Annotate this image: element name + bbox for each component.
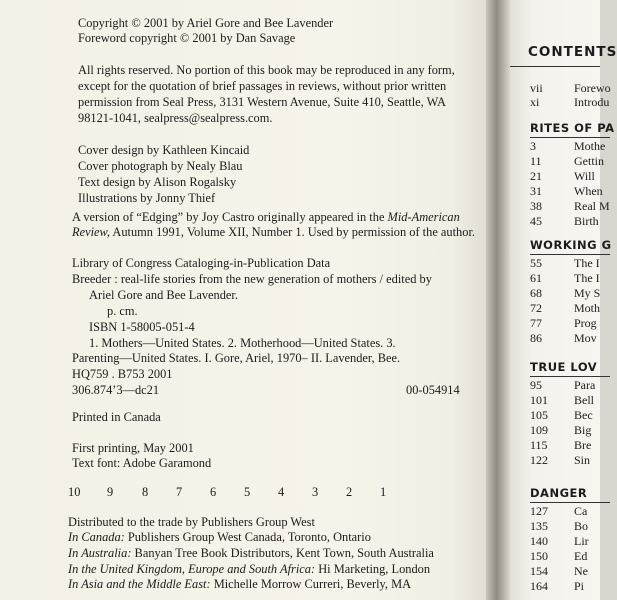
toc-title: When: [574, 184, 603, 198]
toc-title: Sin: [574, 453, 591, 467]
toc-title: Bec: [574, 408, 593, 422]
isbn: ISBN 1-58005-051-4: [89, 320, 195, 334]
printing-number: 2: [346, 485, 353, 499]
toc-page: 31: [530, 184, 542, 198]
distributor-name: Michelle Morrow Curreri, Beverly, MA: [210, 577, 412, 591]
toc-page: 95: [530, 378, 542, 392]
credit-line: Cover design by Kathleen Kincaid: [78, 143, 250, 157]
dewey-number: 306.874’3—dc21: [72, 383, 160, 397]
printing-number: 9: [107, 485, 114, 499]
distributor-line: Distributed to the trade by Publishers Group West: [68, 515, 315, 529]
cip-subjects: 1. Mothers—United States. 2. Motherhood—United States. 3.: [89, 336, 396, 350]
toc-section-heading: WORKING G: [530, 238, 612, 252]
toc-title: Gettin: [574, 154, 604, 168]
toc-title: Birth: [574, 214, 599, 228]
toc-title: The I: [574, 256, 600, 270]
toc-page: 127: [530, 504, 548, 518]
toc-section-rule: [530, 502, 610, 503]
version-note-line: [72, 225, 475, 240]
toc-page: 122: [530, 453, 548, 467]
journal-name: Review,: [72, 225, 110, 239]
region-label: In Australia:: [68, 546, 132, 560]
toc-page: vii: [530, 81, 543, 95]
rights-line: except for the quotation of brief passages in reviews, without prior written: [78, 79, 447, 93]
foreword-copyright-line: Foreword copyright © 2001 by Dan Savage: [78, 31, 296, 45]
printing-number: 1: [380, 485, 387, 499]
toc-page: 115: [530, 438, 548, 452]
toc-page: xi: [530, 95, 540, 109]
toc-page: 68: [530, 286, 542, 300]
toc-page: 105: [530, 408, 548, 422]
distributor-name: Banyan Tree Book Distributors, Kent Town, South Australia: [131, 546, 434, 560]
toc-page: 55: [530, 256, 542, 270]
rights-line: All rights reserved. No portion of this book may be reproduced in any form,: [78, 63, 455, 77]
book-gutter: [486, 0, 512, 600]
credit-line: Illustrations by Jonny Thief: [78, 191, 216, 205]
toc-page: 21: [530, 169, 542, 183]
toc-page: 135: [530, 519, 548, 533]
toc-title: Real M: [574, 199, 610, 213]
contents-rule: [510, 66, 600, 67]
toc-page: 72: [530, 301, 542, 315]
credit-line: Text design by Alison Rogalsky: [78, 175, 237, 189]
toc-title: Will: [574, 169, 595, 183]
rights-line: permission from Seal Press, 3131 Western Avenue, Suite 410, Seattle, WA: [78, 95, 446, 109]
toc-section-heading: TRUE LOV: [530, 360, 598, 374]
toc-title: Forewo: [574, 81, 611, 95]
printing-number: 7: [176, 485, 183, 499]
region-label: In Canada:: [68, 530, 125, 544]
cip-heading: Library of Congress Cataloging-in-Publication Data: [72, 256, 331, 270]
toc-page: 164: [530, 579, 548, 593]
toc-section-rule: [530, 137, 610, 138]
toc-page: 154: [530, 564, 548, 578]
toc-title: Moth: [574, 301, 601, 315]
rights-line: 98121-1041, sealpress@sealpress.com.: [78, 111, 273, 125]
toc-title: Pi: [574, 579, 585, 593]
region-label: In the United Kingdom, Europe and South Africa:: [68, 562, 316, 576]
toc-section-rule: [530, 376, 610, 377]
toc-title: Bell: [574, 393, 594, 407]
contents-title: CONTENTS: [528, 44, 617, 60]
toc-page: 45: [530, 214, 542, 228]
toc-title: My S: [574, 286, 601, 300]
toc-title: Ne: [574, 564, 588, 578]
cip-line: Ariel Gore and Bee Lavender.: [89, 288, 238, 302]
toc-title: Introdu: [574, 95, 610, 109]
printing-number: 10: [68, 485, 81, 499]
toc-page: 61: [530, 271, 542, 285]
printing-number: 4: [278, 485, 285, 499]
toc-page: 77: [530, 316, 542, 330]
region-label: In Asia and the Middle East:: [68, 577, 211, 591]
toc-title: Para: [574, 378, 596, 392]
cip-line: p. cm.: [107, 304, 138, 318]
first-printing: First printing, May 2001: [72, 441, 194, 455]
toc-page: 109: [530, 423, 548, 437]
toc-section-heading: RITES OF PA: [530, 121, 615, 135]
toc-section-heading: DANGER: [530, 486, 588, 500]
journal-name: Mid-American: [387, 210, 460, 224]
lccn: 00-054914: [406, 383, 460, 397]
toc-title: Bre: [574, 438, 592, 452]
printed-in: Printed in Canada: [72, 410, 161, 424]
cip-subjects: Parenting—United States. I. Gore, Ariel, 1970– II. Lavender, Bee.: [72, 351, 401, 365]
distributor-uk: [68, 562, 430, 577]
copyright-line: Copyright © 2001 by Ariel Gore and Bee Lavender: [78, 16, 334, 30]
toc-page: 140: [530, 534, 548, 548]
toc-title: Big: [574, 423, 592, 437]
toc-page: 3: [530, 139, 536, 153]
distributor-canada: [68, 530, 371, 545]
toc-page: 150: [530, 549, 548, 563]
toc-title: Ca: [574, 504, 588, 518]
version-note-text: Autumn 1991, Volume XII, Number 1. Used by permission of the author.: [109, 225, 475, 239]
text-font: Text font: Adobe Garamond: [72, 456, 212, 470]
version-note-line: [72, 210, 460, 225]
distributor-asia: [68, 577, 411, 592]
call-number: HQ759 . B753 2001: [72, 367, 173, 381]
version-note-text: A version of “Edging” by Joy Castro originally appeared in the: [72, 210, 388, 224]
toc-title: Mov: [574, 331, 597, 345]
toc-title: The I: [574, 271, 600, 285]
toc-title: Prog: [574, 316, 597, 330]
toc-page: 11: [530, 154, 542, 168]
distributor-name: Publishers Group West Canada, Toronto, Ontario: [124, 530, 371, 544]
contents-page: [510, 0, 617, 600]
printing-number: 6: [210, 485, 217, 499]
credit-line: Cover photograph by Nealy Blau: [78, 159, 243, 173]
distributor-australia: [68, 546, 434, 561]
toc-section-rule: [530, 254, 610, 255]
toc-page: 38: [530, 199, 542, 213]
printing-number: 3: [312, 485, 319, 499]
cip-line: Breeder : real-life stories from the new generation of mothers / edited by: [72, 272, 432, 286]
distributor-name: Hi Marketing, London: [315, 562, 431, 576]
toc-title: Ed: [574, 549, 588, 563]
toc-page: 86: [530, 331, 542, 345]
toc-title: Mothe: [574, 139, 606, 153]
printing-number: 5: [244, 485, 251, 499]
printing-number: 8: [142, 485, 149, 499]
toc-title: Bo: [574, 519, 589, 533]
toc-page: 101: [530, 393, 548, 407]
toc-title: Lir: [574, 534, 589, 548]
